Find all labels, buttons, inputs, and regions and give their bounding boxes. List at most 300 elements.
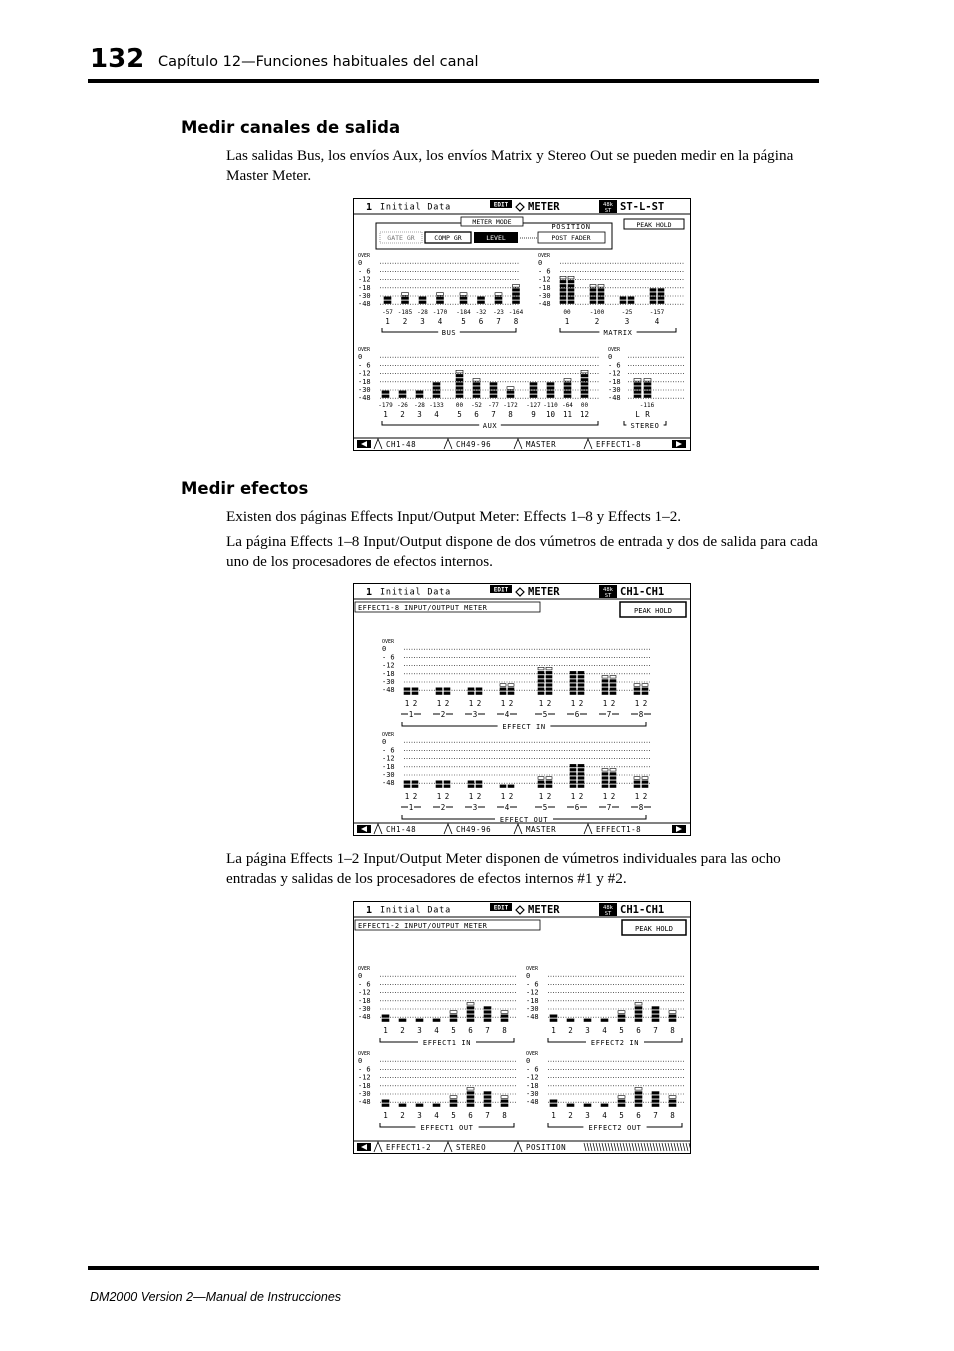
meter-segment xyxy=(437,301,444,304)
meter-segment xyxy=(507,395,514,398)
pair-label: 2 xyxy=(412,792,418,801)
meter-segment xyxy=(382,391,389,394)
meter-number: 1 xyxy=(551,1026,556,1035)
edit-label: EDIT xyxy=(493,586,509,594)
meter-number: 7 xyxy=(653,1111,658,1120)
meter-mode-label: METER MODE xyxy=(472,218,512,226)
page-number: 132 xyxy=(90,44,145,74)
meter-segment xyxy=(560,289,566,292)
pair-label: 2 xyxy=(546,792,552,801)
stereo-flag: ST xyxy=(604,593,612,599)
meter-segment xyxy=(578,777,584,780)
matrix-value: -25 xyxy=(621,309,633,316)
meter-segment xyxy=(642,692,648,695)
aux-number: 7 xyxy=(491,410,496,419)
meter-segment xyxy=(570,676,576,679)
meter-segment xyxy=(602,777,608,780)
meter-number: 4 xyxy=(602,1111,607,1120)
meter-segment xyxy=(590,285,596,288)
tab-hatch xyxy=(617,1143,619,1151)
aux-number: 3 xyxy=(417,410,422,419)
meter-segment xyxy=(570,785,576,788)
scale-label: - 6 xyxy=(526,980,539,989)
tab-label: EFFECT1-8 xyxy=(596,440,642,449)
tab-separator xyxy=(374,1142,382,1152)
meter-segment xyxy=(513,297,520,300)
meter-segment xyxy=(570,692,576,695)
meter-segment xyxy=(578,684,584,687)
meter-segment xyxy=(620,297,626,300)
pair-label: 2 xyxy=(444,792,450,801)
meter-segment xyxy=(433,395,440,398)
meter-segment xyxy=(634,684,640,687)
meter-segment xyxy=(658,301,664,304)
diamond-icon xyxy=(516,588,524,596)
meter-segment xyxy=(538,680,544,683)
meter-segment xyxy=(652,1104,659,1107)
function-name: METER xyxy=(528,201,560,213)
scale-label: -18 xyxy=(526,996,539,1005)
effect1-2-meter-screen xyxy=(353,901,691,1154)
meter-segment xyxy=(501,1104,508,1107)
meter-segment xyxy=(644,391,651,394)
meter-segment xyxy=(650,293,656,296)
meter-segment xyxy=(484,1015,491,1018)
meter-segment xyxy=(530,383,537,386)
meter-segment xyxy=(560,293,566,296)
bus-value: -57 xyxy=(382,309,393,316)
meter-segment xyxy=(500,785,506,788)
meter-segment xyxy=(538,671,544,674)
meter-segment xyxy=(578,671,584,674)
tab-label: MASTER xyxy=(526,825,557,834)
meter-segment xyxy=(546,692,552,695)
meter-segment xyxy=(601,1104,608,1107)
meter-segment xyxy=(399,1019,406,1022)
meter-segment xyxy=(618,1019,625,1022)
pair-label: 1 xyxy=(404,792,410,801)
meter-segment xyxy=(567,1019,574,1022)
scale-label: -48 xyxy=(526,1013,539,1022)
scale-label: -18 xyxy=(358,283,371,292)
meter-segment xyxy=(570,680,576,683)
meter-segment xyxy=(578,781,584,784)
tab-hatch xyxy=(587,1143,589,1151)
meter-segment xyxy=(570,764,576,767)
meter-segment xyxy=(473,379,480,382)
meter-segment xyxy=(546,680,552,683)
meter-segment xyxy=(618,1100,625,1103)
meter-segment xyxy=(602,680,608,683)
peak-hold-label: PEAK HOLD xyxy=(635,925,673,933)
scale-label: -48 xyxy=(382,686,395,695)
scale-label: -18 xyxy=(358,996,371,1005)
meter-segment xyxy=(618,1104,625,1107)
pair-label: 1 xyxy=(436,792,442,801)
meter-segment xyxy=(433,391,440,394)
meter-segment xyxy=(456,391,463,394)
meter-segment xyxy=(652,1015,659,1018)
tab-hatch xyxy=(596,1143,598,1151)
scale-label: - 6 xyxy=(382,746,395,755)
group-number: 2 xyxy=(440,710,446,719)
tab-label: CH1-48 xyxy=(386,825,417,834)
tab-hatch xyxy=(605,1143,607,1151)
meter-segment xyxy=(620,301,626,304)
meter-segment xyxy=(484,1007,491,1010)
group-number: 3 xyxy=(472,710,478,719)
tab-hatch xyxy=(665,1143,667,1151)
tab-hatch xyxy=(623,1143,625,1151)
meter-segment xyxy=(404,688,410,691)
meter-segment xyxy=(560,280,566,283)
meter-segment xyxy=(467,1092,474,1095)
pair-label: 1 xyxy=(570,792,576,801)
meter-segment xyxy=(419,301,426,304)
group-number: 7 xyxy=(606,710,612,719)
group-number: 3 xyxy=(472,803,478,812)
scale-label: 0 xyxy=(526,1057,531,1066)
lcd-canvas xyxy=(354,902,690,1153)
scene-number: 1 xyxy=(366,587,373,598)
pair-label: 1 xyxy=(602,699,608,708)
scene-number: 1 xyxy=(366,202,373,213)
meter-segment xyxy=(547,395,554,398)
meter-segment xyxy=(602,676,608,679)
meter-segment xyxy=(635,1011,642,1014)
meter-segment xyxy=(644,383,651,386)
pair-label: 1 xyxy=(468,699,474,708)
scale-label: -18 xyxy=(358,377,371,386)
meter-segment xyxy=(399,1104,406,1107)
tab-hatch xyxy=(632,1143,634,1151)
meter-segment xyxy=(436,781,442,784)
meter-segment xyxy=(610,692,616,695)
meter-segment xyxy=(382,1015,389,1018)
meter-segment xyxy=(634,391,641,394)
pair-label: 2 xyxy=(610,792,616,801)
meter-segment xyxy=(634,785,640,788)
meter-segment xyxy=(508,684,514,687)
meter-segment xyxy=(399,391,406,394)
meter-segment xyxy=(546,777,552,780)
meter-segment xyxy=(568,280,574,283)
bus-value: -185 xyxy=(397,309,413,316)
meter-segment xyxy=(484,1019,491,1022)
meter-segment xyxy=(507,387,514,390)
aux-value: -179 xyxy=(378,402,393,409)
scale-label: 0 xyxy=(538,259,543,268)
meter-segment xyxy=(550,1015,557,1018)
tab-hatch xyxy=(629,1143,631,1151)
tab-hatch xyxy=(680,1143,682,1151)
meter-segment xyxy=(538,692,544,695)
meter-segment xyxy=(450,1104,457,1107)
bus-value: -28 xyxy=(417,309,428,316)
scale-label: - 6 xyxy=(382,653,395,662)
tab-label: MASTER xyxy=(526,440,557,449)
meter-segment xyxy=(550,1104,557,1107)
scale-label: - 6 xyxy=(608,361,621,370)
channel-name: CH1-CH1 xyxy=(620,904,665,916)
function-name: METER xyxy=(528,904,560,916)
scale-label: 0 xyxy=(526,972,531,981)
group-label: EFFECT1 OUT xyxy=(420,1124,474,1132)
aux-value: 00 xyxy=(580,402,589,409)
meter-segment xyxy=(547,387,554,390)
tab-separator xyxy=(374,439,382,449)
scale-label: -30 xyxy=(608,386,621,394)
scale-label: OVER xyxy=(358,1051,371,1057)
scale-label: -48 xyxy=(538,300,551,309)
scale-label: -18 xyxy=(382,762,395,771)
group-number: 7 xyxy=(606,803,612,812)
meter-segment xyxy=(416,391,423,394)
pair-label: 1 xyxy=(468,792,474,801)
meter-segment xyxy=(382,1019,389,1022)
meter-segment xyxy=(578,773,584,776)
scale-label: - 6 xyxy=(538,267,551,276)
meter-segment xyxy=(467,1096,474,1099)
meter-segment xyxy=(590,297,596,300)
pair-label: 2 xyxy=(546,699,552,708)
scale-label: -48 xyxy=(358,300,371,309)
page-title: EFFECT1-2 INPUT/OUTPUT METER xyxy=(358,922,488,930)
meter-number: 5 xyxy=(451,1111,456,1120)
meter-segment xyxy=(530,391,537,394)
scale-label: -48 xyxy=(358,1013,371,1022)
meter-segment xyxy=(635,1003,642,1006)
edit-label: EDIT xyxy=(493,201,509,209)
meter-segment xyxy=(467,1019,474,1022)
tab-hatch xyxy=(677,1143,679,1151)
meter-segment xyxy=(538,785,544,788)
meter-segment xyxy=(538,667,544,670)
meter-segment xyxy=(495,297,502,300)
tab-hatch xyxy=(674,1143,676,1151)
tab-hatch xyxy=(599,1143,601,1151)
tab-label: STEREO xyxy=(456,1143,487,1152)
meter-segment xyxy=(456,383,463,386)
tab-hatch xyxy=(620,1143,622,1151)
meter-segment xyxy=(642,688,648,691)
meter-segment xyxy=(433,1019,440,1022)
meter-segment xyxy=(460,293,467,296)
meter-segment xyxy=(610,769,616,772)
meter-segment xyxy=(476,781,482,784)
meter-segment xyxy=(669,1011,676,1014)
meter-segment xyxy=(560,276,566,279)
meter-segment xyxy=(610,777,616,780)
gate-gr-label: GATE GR xyxy=(387,234,415,242)
stereo-channel: R xyxy=(645,410,650,419)
meter-segment xyxy=(538,688,544,691)
meter-segment xyxy=(478,301,485,304)
scale-label: -30 xyxy=(358,386,371,394)
page-title: EFFECT1-8 INPUT/OUTPUT METER xyxy=(358,604,488,612)
sample-rate: 48k xyxy=(603,202,613,208)
meter-segment xyxy=(578,676,584,679)
meter-segment xyxy=(495,293,502,296)
matrix-number: 4 xyxy=(654,317,660,326)
meter-segment xyxy=(468,781,474,784)
meter-segment xyxy=(450,1096,457,1099)
meter-number: 6 xyxy=(468,1026,473,1035)
meter-segment xyxy=(602,769,608,772)
scale-label: 0 xyxy=(608,353,613,362)
meter-number: 6 xyxy=(468,1111,473,1120)
meter-segment xyxy=(635,1104,642,1107)
scale-label: -30 xyxy=(358,1005,371,1013)
meter-segment xyxy=(564,391,571,394)
meter-segment xyxy=(484,1011,491,1014)
tab-separator xyxy=(444,824,452,834)
meter-segment xyxy=(634,777,640,780)
aux-value: -52 xyxy=(471,402,482,409)
meter-segment xyxy=(444,692,450,695)
aux-value: -110 xyxy=(543,402,558,409)
meter-segment xyxy=(610,684,616,687)
scale-label: 0 xyxy=(358,259,363,268)
meter-number: 4 xyxy=(434,1111,439,1120)
scale-label: -30 xyxy=(526,1005,539,1013)
meter-segment xyxy=(436,692,442,695)
meter-segment xyxy=(635,1100,642,1103)
meter-number: 2 xyxy=(568,1026,573,1035)
meter-segment xyxy=(584,1104,591,1107)
aux-value: -77 xyxy=(488,402,499,409)
bus-value: -32 xyxy=(475,309,487,316)
meter-segment xyxy=(546,676,552,679)
meter-segment xyxy=(473,387,480,390)
meter-segment xyxy=(546,688,552,691)
meter-segment xyxy=(635,1007,642,1010)
meter-segment xyxy=(602,785,608,788)
paragraph-output-intro: Las salidas Bus, los envíos Aux, los envíos Matrix y Stereo Out se pueden medir en la página Master Meter. xyxy=(226,147,794,184)
bus-value: -164 xyxy=(508,309,524,316)
scale-label: -12 xyxy=(382,661,395,670)
meter-segment xyxy=(652,1007,659,1010)
group-number: 4 xyxy=(504,803,510,812)
pair-label: 1 xyxy=(538,699,544,708)
matrix-number: 2 xyxy=(594,317,600,326)
meter-segment xyxy=(581,370,588,373)
meter-number: 8 xyxy=(670,1111,675,1120)
meter-segment xyxy=(644,395,651,398)
tab-hatch xyxy=(668,1143,670,1151)
meter-segment xyxy=(476,688,482,691)
group-number: 8 xyxy=(638,710,644,719)
meter-segment xyxy=(581,383,588,386)
meter-number: 5 xyxy=(619,1111,624,1120)
meter-segment xyxy=(618,1096,625,1099)
meter-segment xyxy=(669,1104,676,1107)
bus-number: 4 xyxy=(437,317,443,326)
pair-label: 2 xyxy=(578,792,584,801)
meter-segment xyxy=(581,374,588,377)
meter-number: 5 xyxy=(451,1026,456,1035)
meter-number: 1 xyxy=(383,1026,388,1035)
meter-segment xyxy=(635,1092,642,1095)
meter-segment xyxy=(570,671,576,674)
scale-label: -12 xyxy=(358,369,371,378)
tab-hatch xyxy=(686,1143,688,1151)
meter-segment xyxy=(416,1019,423,1022)
aux-value: -64 xyxy=(562,402,573,409)
tab-hatch xyxy=(626,1143,628,1151)
meter-segment xyxy=(550,1100,557,1103)
tab-hatch xyxy=(614,1143,616,1151)
effect1-8-meter-screen xyxy=(353,583,691,836)
meter-segment xyxy=(546,684,552,687)
meter-segment xyxy=(467,1015,474,1018)
tab-hatch xyxy=(641,1143,643,1151)
meter-segment xyxy=(412,692,418,695)
meter-segment xyxy=(568,301,574,304)
aux-value: -133 xyxy=(429,402,444,409)
meter-segment xyxy=(628,297,634,300)
section-title-effects: Medir efectos xyxy=(181,479,309,498)
tab-hatch xyxy=(584,1143,586,1151)
scale-label: -12 xyxy=(382,754,395,763)
meter-segment xyxy=(538,777,544,780)
meter-number: 3 xyxy=(585,1026,590,1035)
position-label: POSITION xyxy=(551,223,591,231)
meter-segment xyxy=(412,688,418,691)
meter-segment xyxy=(484,1096,491,1099)
pair-label: 1 xyxy=(404,699,410,708)
pair-label: 1 xyxy=(634,699,640,708)
meter-segment xyxy=(570,777,576,780)
meter-segment xyxy=(650,297,656,300)
aux-number: 11 xyxy=(562,410,573,419)
scale-label: 0 xyxy=(382,645,387,654)
meter-segment xyxy=(500,684,506,687)
meter-segment xyxy=(644,379,651,382)
meter-segment xyxy=(635,1088,642,1091)
peak-hold-label: PEAK HOLD xyxy=(634,607,672,615)
pair-label: 2 xyxy=(476,699,482,708)
scale-label: -18 xyxy=(608,377,621,386)
meter-segment xyxy=(610,785,616,788)
scale-label: - 6 xyxy=(358,267,371,276)
channel-name: ST-L-ST xyxy=(620,201,665,213)
sample-rate: 48k xyxy=(603,905,613,911)
meter-segment xyxy=(581,387,588,390)
meter-segment xyxy=(598,301,604,304)
meter-segment xyxy=(581,391,588,394)
group-number: 1 xyxy=(408,803,414,812)
pair-label: 2 xyxy=(642,792,648,801)
meter-segment xyxy=(598,293,604,296)
meter-segment xyxy=(658,293,664,296)
meter-segment xyxy=(602,684,608,687)
bus-number: 2 xyxy=(402,317,408,326)
tab-label: CH49-96 xyxy=(456,825,492,834)
scale-label: -30 xyxy=(358,1090,371,1098)
meter-segment xyxy=(484,1100,491,1103)
meter-segment xyxy=(635,1019,642,1022)
meter-segment xyxy=(568,285,574,288)
meter-segment xyxy=(399,395,406,398)
meter-segment xyxy=(513,289,520,292)
meter-segment xyxy=(634,781,640,784)
tab-label: CH49-96 xyxy=(456,440,492,449)
aux-value: -26 xyxy=(397,402,408,409)
edit-label: EDIT xyxy=(493,904,509,912)
meter-segment xyxy=(570,781,576,784)
scale-label: -12 xyxy=(526,988,539,997)
